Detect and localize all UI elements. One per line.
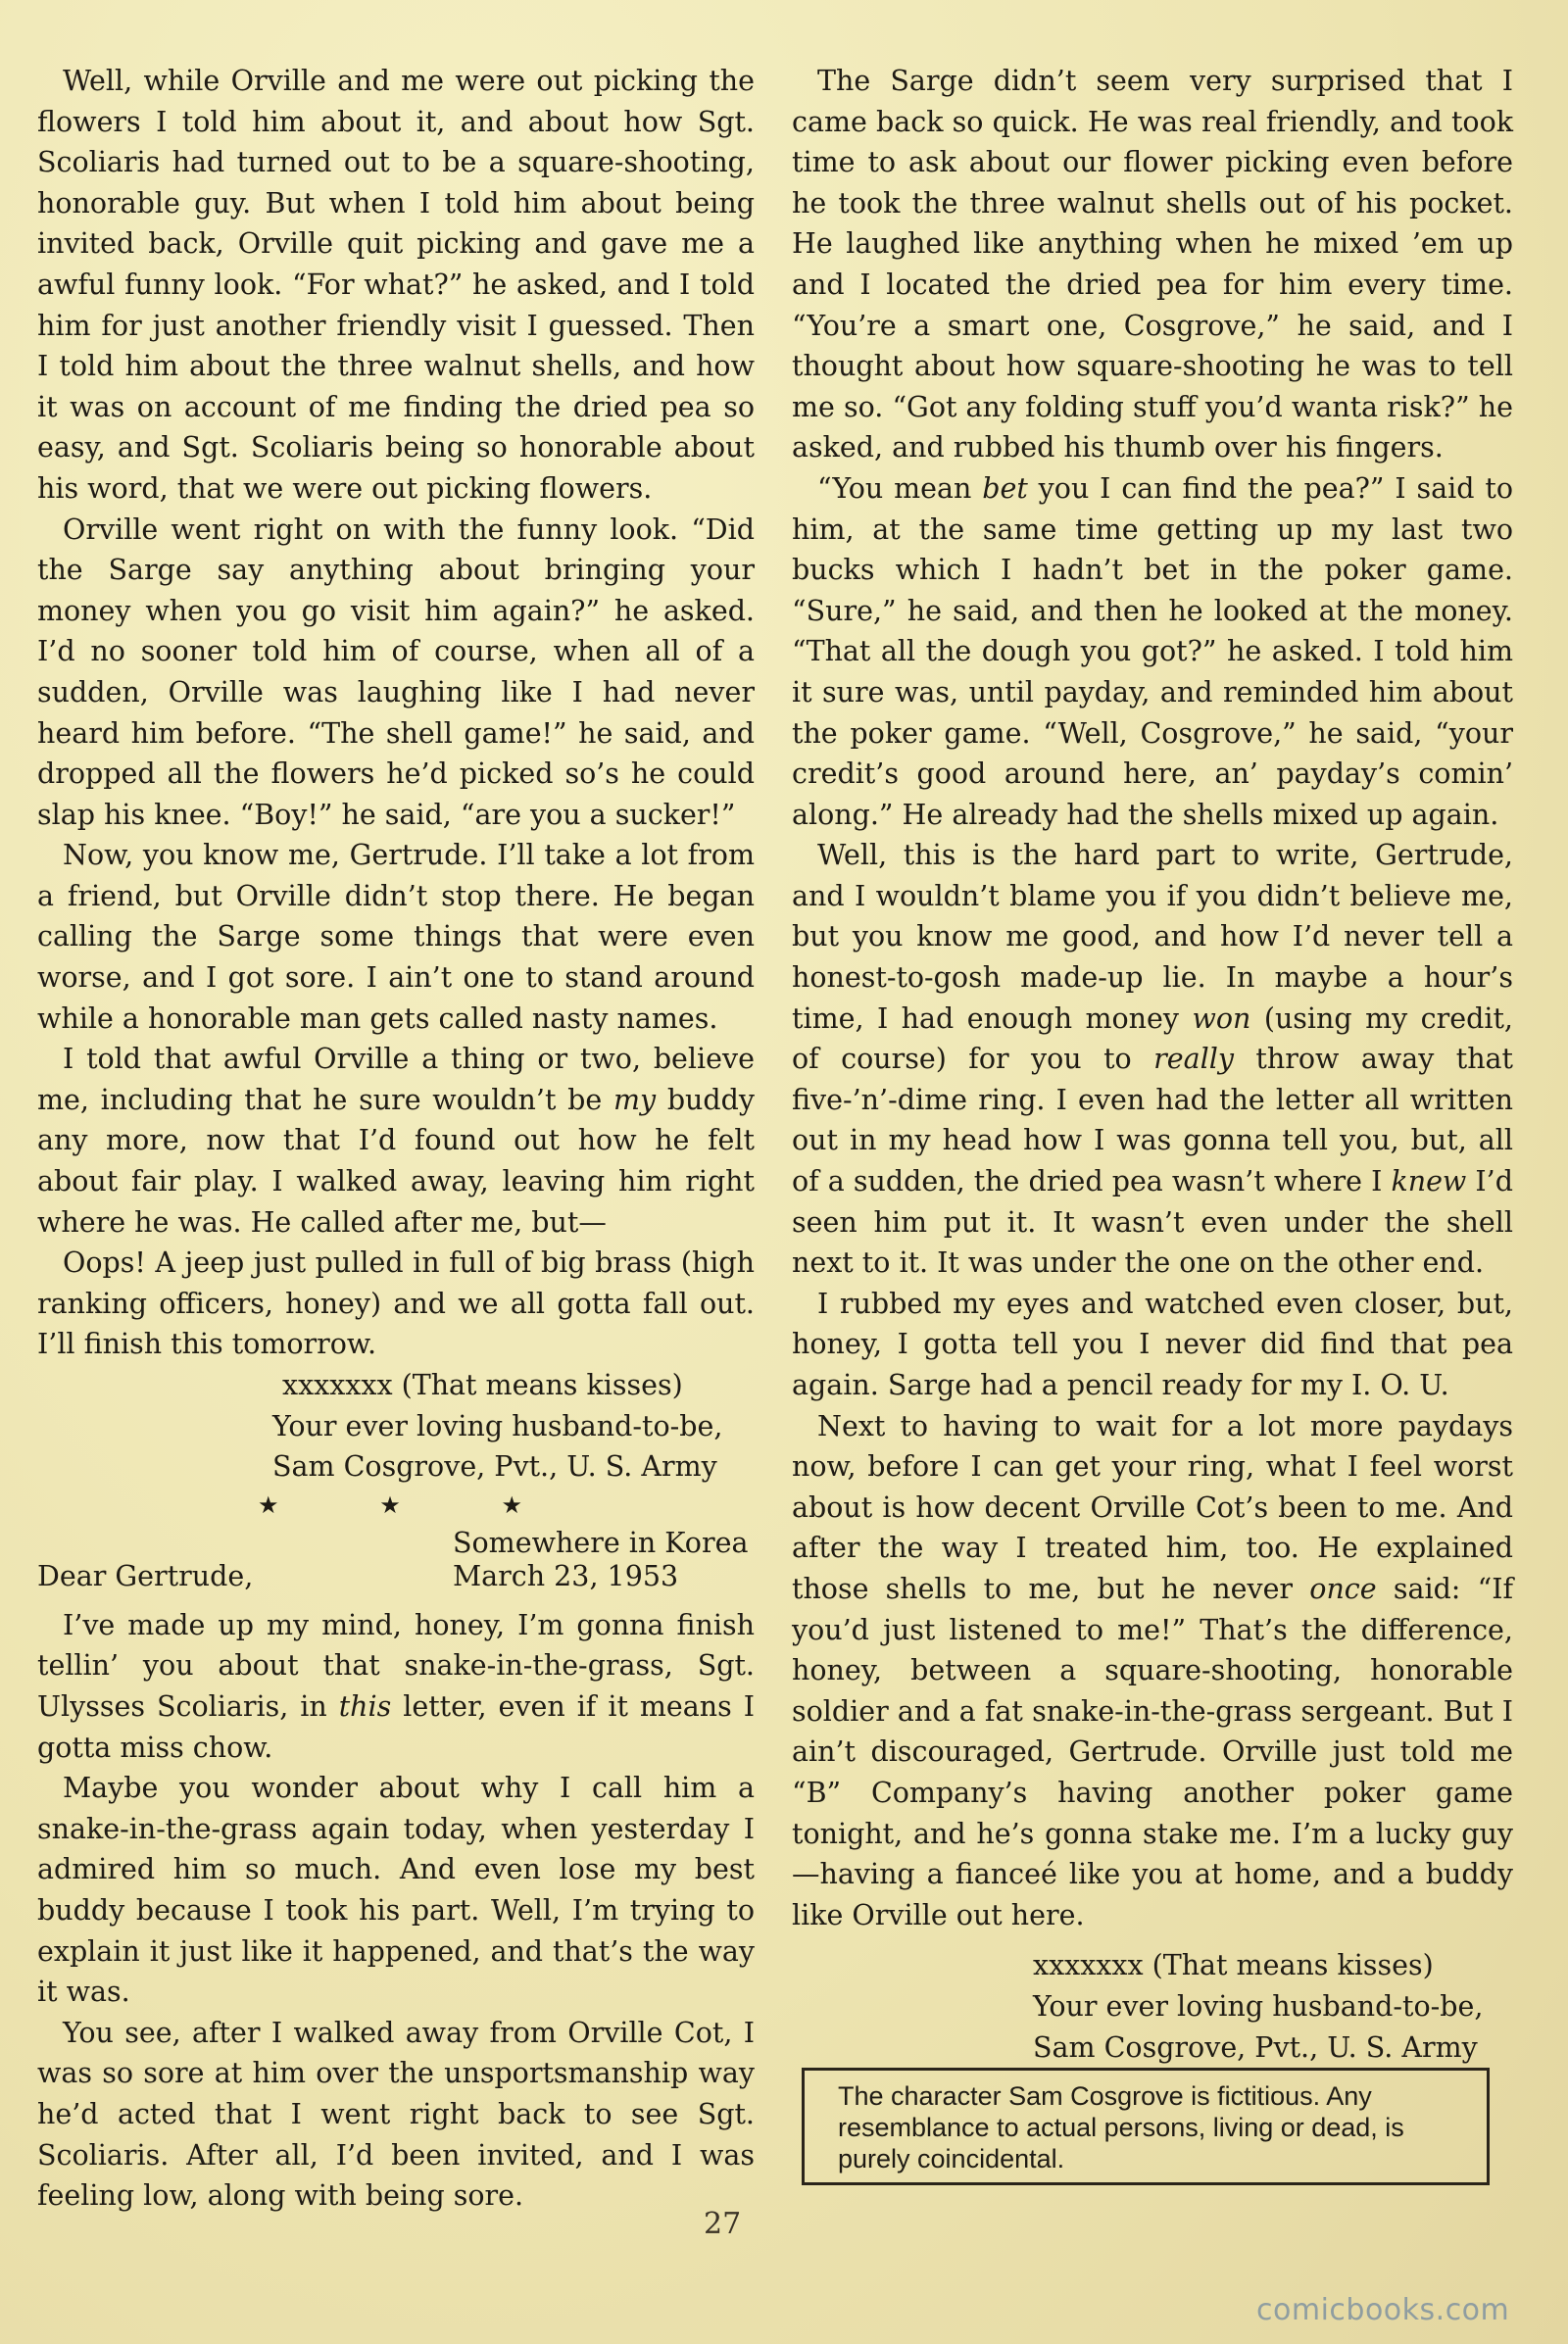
paragraph — [792, 468, 1513, 835]
paragraph-text: Now, you know me, Gertrude. I’ll take a lot from a friend, but Orville didn’t stop there. He began calling the Sarge some things that were even worse, and I got sore. I ain’t one to stand around while a honorable man gets called nasty names. — [37, 839, 755, 1035]
emphasis-text: won — [1192, 1001, 1251, 1035]
signature-block-1 — [272, 1365, 755, 1488]
signature-name: Sam Cosgrove, Pvt., U. S. Army — [272, 1450, 717, 1484]
paragraph — [37, 1039, 755, 1243]
watermark: comicbooks.com — [1256, 2293, 1510, 2327]
disclaimer-box — [802, 2068, 1490, 2185]
paragraph-text: Well, this is the hard part to write, Gertrude, and I wouldn’t blame you if you didn’t believe me, but you know me good, and how I’d never tell a honest-to-gosh made-up lie. In maybe a hour’s time, I had enough money — [792, 839, 1513, 1035]
disclaimer-text: The character Sam Cosgrove is fictitious. Any resemblance to actual persons, living or dead, is purely coincidental. — [838, 2081, 1404, 2173]
dateline-place: Somewhere in Korea — [453, 1526, 749, 1559]
paragraph — [792, 835, 1513, 1284]
paragraph-text: I rubbed my eyes and watched even closer, but, honey, I gotta tell you I never did find that pea again. Sarge had a pencil ready for my I. O. U. — [792, 1287, 1513, 1401]
star-icon: ★ — [501, 1490, 522, 1519]
signature-name: Sam Cosgrove, Pvt., U. S. Army — [1033, 2030, 1478, 2064]
paragraph-text: throw away that five-’n’-dime ring. I even had the letter all written out in my head how I was gonna tell you, but, all of a sudden, the dried pea wasn’t where I — [792, 1043, 1513, 1198]
star-divider — [258, 1488, 522, 1523]
paragraph — [792, 61, 1513, 468]
paragraph-text: “You mean — [817, 471, 983, 505]
paragraph — [37, 835, 755, 1039]
paragraph-text: I’d seen him put it. It wasn’t even under the shell next to it. It was under the one on the other end. — [792, 1165, 1513, 1280]
emphasis-text: once — [1309, 1572, 1377, 1605]
signature-block-2 — [1033, 1945, 1513, 2068]
paragraph-text: letter, even if it means I gotta miss chow. — [37, 1689, 755, 1764]
signature-closing: Your ever loving husband-to-be, — [272, 1409, 723, 1442]
paragraph — [37, 2013, 755, 2217]
paragraph-text: I told that awful Orville a thing or two, believe me, including that he sure wouldn’t be — [37, 1043, 755, 1116]
paragraph — [37, 510, 755, 836]
paragraph-text: you I can find the pea?” I said to him, at the same time getting up my last two bucks which I hadn’t bet in the poker game. “Sure,” he said, and then he looked at the money. “That all the dough you got?” he asked. I told him it sure was, until payday, and reminded him about the poker game. “Well, Cosgrove,” he said, “your credit’s good around here, an’ payday’s comin’ along.” He already had the shells mixed up again. — [792, 471, 1513, 831]
paragraph-text: Next to having to wait for a lot more paydays now, before I can get your ring, what I feel worst about is how decent Orville Cot’s been to me. And after the way I treated him, too. He explained those shells to me, but he never — [792, 1409, 1513, 1605]
signature-closing: Your ever loving husband-to-be, — [1033, 1989, 1484, 2023]
paragraph-text: Oops! A jeep just pulled in full of big brass (high ranking officers, honey) and we all gotta fall out. I’ll finish this tomorrow. — [37, 1246, 755, 1361]
paragraph — [37, 61, 755, 510]
paragraph-text: Maybe you wonder about why I call him a snake-in-the-grass again today, when yesterday I admired him so much. And even lose my best buddy because I took his part. Well, I’m trying to explain it just like it happened, and that’s the way it was. — [37, 1772, 755, 2009]
paragraph-text: I’ve made up my mind, honey, I’m gonna finish tellin’ you about that snake-in-the-grass, Sgt. Ulysses Scoliaris, in — [37, 1608, 755, 1723]
paragraph — [792, 1284, 1513, 1406]
emphasis-text: this — [338, 1689, 392, 1723]
paragraph-text: buddy any more, now that I’d found out how he felt about fair play. I walked away, leaving him right where he was. He called after me, but— — [37, 1083, 756, 1239]
paragraph — [37, 1768, 755, 2013]
paragraph — [792, 1406, 1513, 1936]
dateline-date: March 23, 1953 — [453, 1559, 679, 1592]
signature-kisses: xxxxxxx (That means kisses) — [1033, 1949, 1434, 1982]
paragraph-text: (using my credit, of course) for you to — [792, 1001, 1513, 1076]
page-number: 27 — [704, 2207, 742, 2241]
star-icon: ★ — [379, 1490, 401, 1519]
salutation: Dear Gertrude, — [37, 1559, 254, 1592]
paragraph-text: The Sarge didn’t seem very surprised that I came back so quick. He was real friendly, and took time to ask about our flower picking even before he took the three walnut shells out of his pocket. He laughed like anything when he mixed ’em up and I located the dried pea for him every time. “You’re a smart one, Cosgrove,” he said, and I thought about how square-shooting he was to tell me so. “Got any folding stuff you’d wanta risk?” he asked, and rubbed his thumb over his fingers. — [792, 65, 1513, 464]
emphasis-text: knew — [1391, 1165, 1467, 1198]
emphasis-text: really — [1153, 1043, 1234, 1076]
signature-kisses: xxxxxxx (That means kisses) — [282, 1369, 683, 1401]
letter-dateline — [37, 1523, 755, 1605]
emphasis-text: my — [612, 1083, 657, 1116]
paragraph — [37, 1243, 755, 1365]
right-column — [792, 61, 1513, 2068]
paragraph-text: Orville went right on with the funny look. “Did the Sarge say anything about bringing your money when you go visit him again?” he asked. I’d no sooner told him of course, when all of a sudden, Orville was laughing like I had never heard him before. “The shell game!” he said, and dropped all the flowers he’d picked so’s he could slap his knee. “Boy!” he said, “are you a sucker!” — [37, 513, 755, 831]
paragraph — [37, 1605, 755, 1768]
paragraph-text: You see, after I walked away from Orville Cot, I was so sore at him over the unsportsmanship way he’d acted that I went right back to see Sgt. Scoliaris. After all, I’d been invited, and I was feeling low, along with being sore. — [37, 2016, 755, 2213]
emphasis-text: bet — [982, 471, 1028, 505]
left-column — [37, 61, 755, 2217]
paragraph-text: Well, while Orville and me were out picking the flowers I told him about it, and about how Sgt. Scoliaris had turned out to be a square-shooting, honorable guy. But when I told him about being invited back, Orville quit picking and gave me a awful funny look. “For what?” he asked, and I told him for just another friendly visit I guessed. Then I told him about the three walnut shells, and how it was on account of me finding the dried pea so easy, and Sgt. Scoliaris being so honorable about his word, that we were out picking flowers. — [37, 65, 755, 505]
star-icon: ★ — [258, 1490, 279, 1519]
paragraph-text: said: “If you’d just listened to me!” That’s the difference, honey, between a square-shooting, honorable soldier and a fat snake-in-the-grass sergeant. But I ain’t discouraged, Gertrude. Orville just told me “B” Company’s having another poker game tonight, and he’s gonna stake me. I’m a lucky guy—having a fianceé like you at home, and a buddy like Orville out here. — [792, 1572, 1513, 1931]
